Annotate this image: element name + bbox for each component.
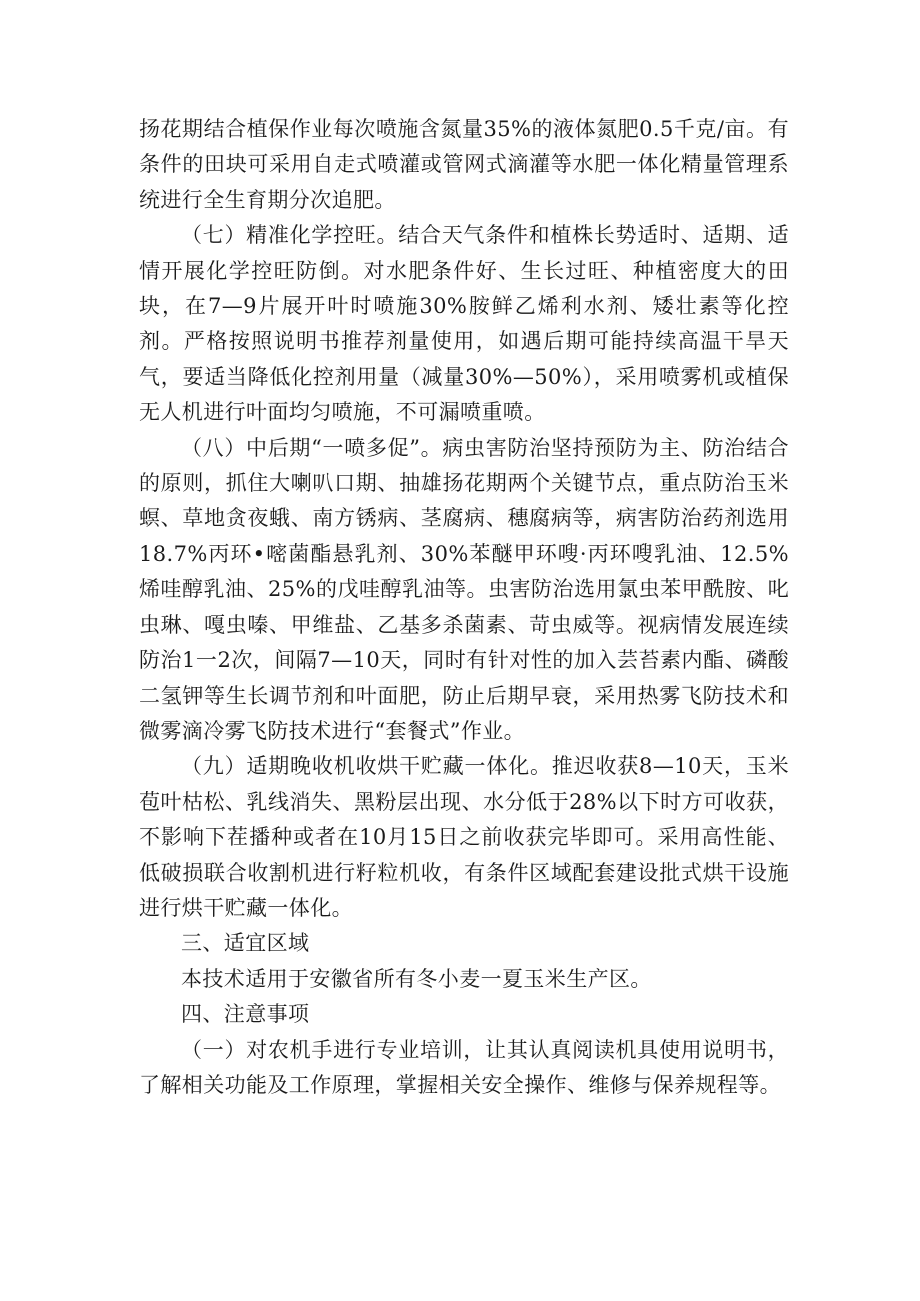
paragraph-pest-control: （八）中后期“一喷多促”。病虫害防治坚持预防为主、防治结合的原则，抓住大喇叭口期、抽雄扬花期两个关键节点，重点防治玉米螟、草地贪夜蛾、南方锈病、茎腐病、穗腐病等，病害防治药剂选用18.7%丙环•嘧菌酯悬乳剂、30%苯醚甲环嗖·丙环嗖乳油、12.5%烯哇醇乳油、25%的戊哇醇乳油等。虫害防治选用氯虫苯甲酰胺、叱虫琳、嘎虫嗪、甲维盐、乙基多杀菌素、苛虫威等。视病情发展连续防治1一2次，间隔7—10天，同时有针对性的加入芸苔素内酯、磷酸二氢钾等生长调节剂和叶面肥，防止后期早衰，采用热雾飞防技术和微雾滴冷雾飞防技术进行“套餐式”作业。 bbox=[139, 435, 789, 743]
section-heading-notes: 四、注意事项 bbox=[181, 1002, 310, 1027]
paragraph-fertilizer-continued: 扬花期结合植保作业每次喷施含氮量35%的液体氮肥0.5千克/亩。有条件的田块可采用自走式喷灌或管网式滴灌等水肥一体化精量管理系统进行全生育期分次追肥。 bbox=[139, 117, 789, 212]
paragraph-harvest: （九）适期晚收机收烘干贮藏一体化。推迟收获8—10天，玉米苞叶枯松、乳线消失、黑粉层出现、水分低于28%以下时方可收获，不影响下茬播种或者在10月15日之前收获完毕即可。采用高性能、低破损联合收割机进行籽粒机收，有条件区域配套建设批式烘干设施进行烘干贮藏一体化。 bbox=[139, 754, 789, 920]
paragraph-operator-training: （一）对农机手进行专业培训，让其认真阅读机具使用说明书，了解相关功能及工作原理，掌握相关安全操作、维修与保养规程等。 bbox=[139, 1037, 789, 1097]
paragraph-suitable-region: 本技术适用于安徽省所有冬小麦一夏玉米生产区。 bbox=[181, 966, 652, 991]
section-heading-suitable-region: 三、适宜区域 bbox=[181, 931, 310, 956]
paragraph-chemical-control: （七）精准化学控旺。结合天气条件和植株长势适时、适期、适情开展化学控旺防倒。对水肥条件好、生长过旺、种植密度大的田块，在7—9片展开叶时喷施30%胺鲜乙烯利水剂、矮壮素等化控剂。严格按照说明书推荐剂量使用，如遇后期可能持续高温干旱天气，要适当降低化控剂用量（减量30%—50%），采用喷雾机或植保无人机进行叶面均匀喷施，不可漏喷重喷。 bbox=[139, 223, 789, 425]
document-body bbox=[139, 112, 789, 1103]
